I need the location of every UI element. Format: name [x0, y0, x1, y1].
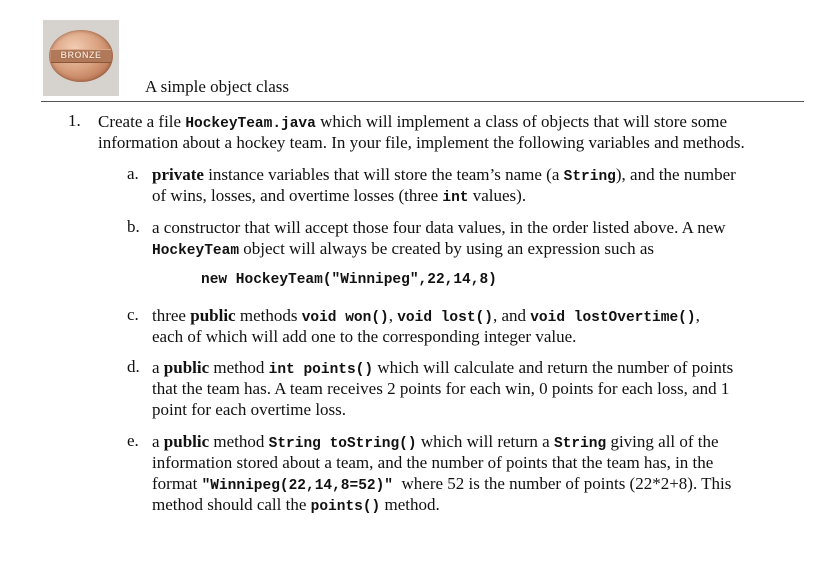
text: a	[152, 432, 164, 451]
code-type: String	[563, 169, 616, 185]
text: information about a hockey team. In your file, implement the following variables and methods.	[98, 133, 745, 152]
text-line	[152, 357, 733, 378]
keyword: private	[152, 165, 204, 184]
sub-e-text	[152, 431, 731, 515]
text: that the team has. A team receives 2 points for each win, 0 points for each loss, and 1	[152, 379, 730, 398]
sub-d-text	[152, 357, 733, 420]
code-class: HockeyTeam	[152, 243, 240, 259]
code-method: int points()	[268, 362, 374, 378]
code-method: points()	[310, 499, 381, 515]
sub-a-text	[152, 164, 736, 206]
text: ,	[695, 306, 700, 325]
text-line	[152, 305, 700, 326]
text: which will return a	[416, 432, 554, 451]
page-title: A simple object class	[145, 77, 290, 96]
text: which will calculate and return the number of points	[373, 358, 734, 377]
text-line	[152, 452, 731, 473]
text: , and	[492, 306, 531, 325]
code-method: void lost()	[397, 310, 493, 326]
keyword: public	[190, 306, 236, 325]
code-type: String	[553, 436, 607, 452]
bronze-medal-icon	[49, 30, 113, 82]
sub-item-letter: b.	[127, 217, 140, 236]
text-line	[152, 431, 731, 452]
text: methods	[235, 306, 302, 325]
bronze-badge	[43, 20, 119, 96]
keyword: public	[163, 432, 210, 451]
text-line	[98, 132, 745, 153]
text: method	[209, 358, 269, 377]
text-line	[152, 238, 726, 259]
text-line	[152, 399, 733, 420]
text-line	[152, 326, 700, 347]
text: method.	[380, 495, 440, 514]
text: of wins, losses, and overtime losses (three	[152, 186, 443, 205]
text: information stored about a team, and the number of points that the team has, in the	[152, 453, 714, 472]
text: instance variables that will store the team’s name (a	[203, 165, 564, 184]
text: ), and the number	[615, 165, 736, 184]
code-type: int	[442, 190, 469, 206]
item1-text	[98, 111, 745, 153]
title-divider	[41, 101, 804, 102]
text: Create a file	[98, 112, 186, 131]
code-method: void won()	[301, 310, 389, 326]
text: where 52 is the number of points (22*2+8). This	[393, 474, 732, 493]
text: method should call the	[152, 495, 311, 514]
text: ,	[388, 306, 398, 325]
text-line	[152, 378, 733, 399]
text-line	[152, 164, 736, 185]
sub-item-letter: c.	[127, 305, 139, 324]
code-string: "Winnipeg(22,14,8=52)"	[201, 478, 394, 494]
code-method: String toString()	[268, 436, 417, 452]
text-line	[152, 185, 736, 206]
code-method: void lostOvertime()	[530, 310, 696, 326]
keyword: public	[163, 358, 210, 377]
text: each of which will add one to the corresponding integer value.	[152, 327, 577, 346]
text: giving all of the	[606, 432, 719, 451]
sub-item-letter: d.	[127, 357, 140, 376]
text-line	[152, 473, 731, 494]
badge-label: BRONZE	[60, 50, 102, 60]
text: three	[152, 306, 191, 325]
text: values).	[468, 186, 527, 205]
sub-item-letter: e.	[127, 431, 139, 450]
text: object will always be created by using an expression such as	[239, 239, 654, 258]
text: a constructor that will accept those four data values, in the order listed above. A new	[152, 218, 726, 237]
code-example: new HockeyTeam("Winnipeg",22,14,8)	[201, 272, 497, 288]
text: method	[209, 432, 269, 451]
sub-item-letter: a.	[127, 164, 139, 183]
sub-c-text	[152, 305, 700, 347]
text-line	[98, 111, 745, 132]
sub-b-text	[152, 217, 726, 259]
text: which will implement a class of objects that will store some	[315, 112, 728, 131]
item-number: 1.	[68, 111, 81, 130]
code-filename: HockeyTeam.java	[185, 116, 316, 132]
text: a	[152, 358, 164, 377]
text-line	[152, 494, 731, 515]
text: point for each overtime loss.	[152, 400, 347, 419]
text-line	[152, 217, 726, 238]
text: format	[152, 474, 202, 493]
